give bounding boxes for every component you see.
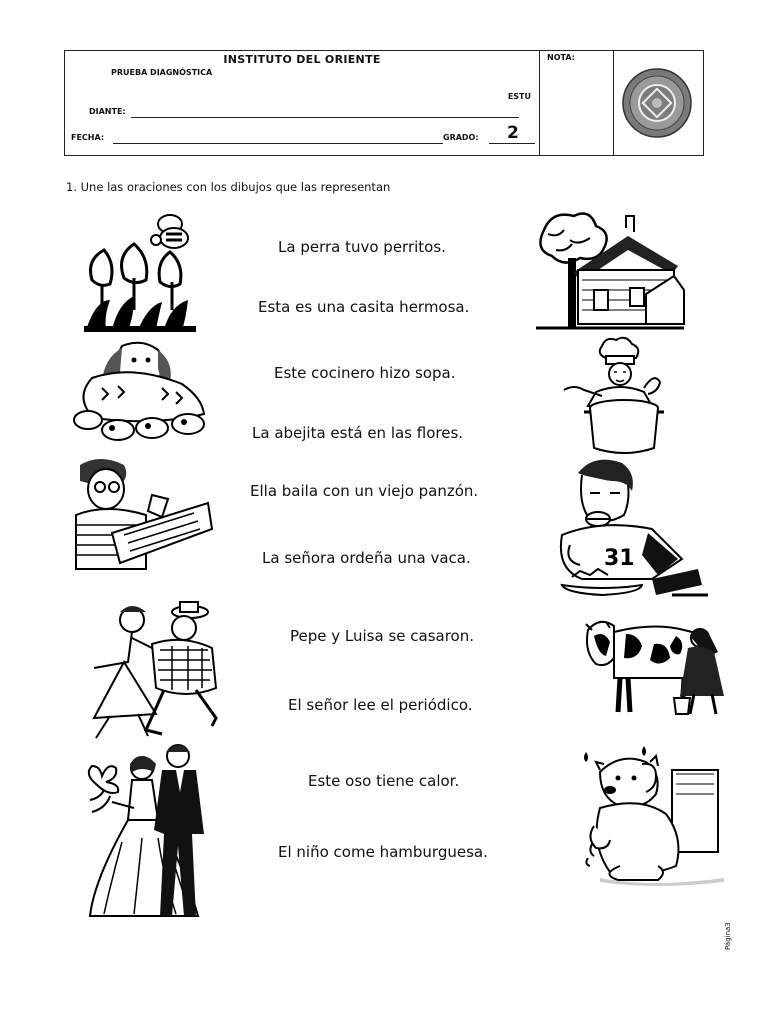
svg-text:31: 31 [604,546,635,571]
sentence-7: Pepe y Luisa se casaron. [290,627,474,645]
chef-with-soup-pot-illustration [560,336,666,454]
grade-value: 2 [507,123,519,143]
sentence-6: La señora ordeña una vaca. [262,549,471,567]
logo-cell [613,51,703,155]
grade-note-cell[interactable] [539,51,614,155]
bee-on-flowers-illustration [82,210,202,334]
exercise-instruction: 1. Une las oraciones con los dibujos que las representan [66,180,391,194]
sentence-8: El señor lee el periódico. [288,696,473,714]
woman-milking-cow-illustration [584,614,730,718]
date-label: FECHA: [71,133,105,142]
grade-field[interactable] [489,143,535,144]
house-with-tree-illustration [534,210,686,334]
school-seal-icon [621,67,693,139]
student-label-part2: DIANTE: [89,107,126,116]
test-subtitle: PRUEBA DIAGNÓSTICA [111,68,213,77]
grade-label: GRADO: [443,133,479,142]
student-label-part1: ESTU [507,92,531,101]
institution-title: INSTITUTO DEL ORIENTE [223,53,381,66]
sentence-3: Este cocinero hizo sopa. [274,364,456,382]
student-name-field[interactable] [131,117,519,118]
couple-dancing-illustration [80,598,222,744]
sentence-1: La perra tuvo perritos. [278,238,446,256]
sentence-5: Ella baila con un viejo panzón. [250,482,479,500]
man-reading-newspaper-illustration [72,455,214,571]
sentence-9: Este oso tiene calor. [308,772,460,790]
wedding-couple-illustration [82,742,222,924]
sentence-10: El niño come hamburguesa. [278,843,488,861]
page-number: Página3 [724,922,732,950]
boy-eating-hamburger-illustration [552,455,712,601]
dog-with-puppies-illustration [72,338,214,444]
header-box [64,50,704,156]
sentence-2: Esta es una casita hermosa. [258,298,470,316]
sentence-4: La abejita está en las flores. [252,424,464,442]
header-info-cell [65,51,540,155]
sweating-bear-illustration [580,744,726,886]
note-label: NOTA: [547,53,575,62]
date-field[interactable] [113,143,443,144]
